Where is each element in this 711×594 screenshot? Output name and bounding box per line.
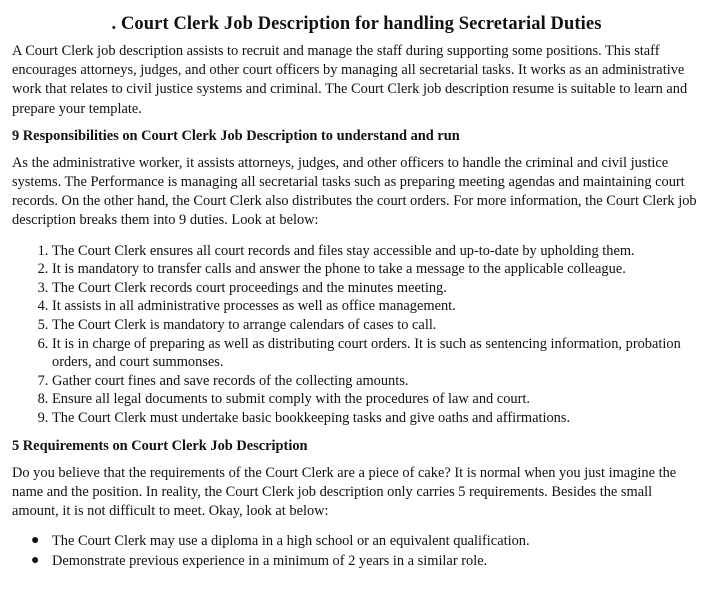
list-item: 7. Gather court fines and save records of the collecting amounts. [52,372,701,391]
list-item: 3. The Court Clerk records court proceedings and the minutes meeting. [52,279,701,298]
responsibilities-list [12,242,701,428]
list-item: 9. The Court Clerk must undertake basic bookkeeping tasks and give oaths and affirmations. [52,409,701,428]
list-item-text: The Court Clerk may use a diploma in a high school or an equivalent qualification. [52,533,530,550]
bullet-icon: ● [31,533,40,549]
responsibilities-heading: 9 Responsibilities on Court Clerk Job Description to understand and run [12,127,460,144]
list-item: 8. Ensure all legal documents to submit comply with the procedures of law and court. [52,390,701,409]
requirements-list [12,531,701,571]
list-item: 5. The Court Clerk is mandatory to arrange calendars of cases to call. [52,316,701,335]
bullet-icon: ● [31,553,40,569]
requirements-heading: 5 Requirements on Court Clerk Job Description [12,437,308,454]
list-item: 4. It assists in all administrative processes as well as office management. [52,297,701,316]
intro-paragraph: A Court Clerk job description assists to recruit and manage the staff during supporting some positions. This staff encourages attorneys, judges, and other court officers by managing all secretarial tasks. It works as an administrative work that relates to civil justice systems and criminal. The Court Clerk job description resume is suitable to learn and prepare your template. [12,43,688,117]
requirements-paragraph: Do you believe that the requirements of the Court Clerk are a piece of cake? It is normal when you just imagine the name and the position. In reality, the Court Clerk job description only carries 5 requirements. Besides the small amount, it is not difficult to meet. Okay, look at below: [12,464,677,519]
list-item [31,531,701,551]
document-title: . Court Clerk Job Description for handling Secretarial Duties [111,14,602,34]
list-item: 1. The Court Clerk ensures all court records and files stay accessible and up-to-date by upholding them. [52,242,701,261]
list-item: 6. It is in charge of preparing as well as distributing court orders. It is such as sentencing information, probation orders, and court summonses. [52,335,701,372]
list-item: 2. It is mandatory to transfer calls and answer the phone to take a message to the applicable colleague. [52,260,701,279]
list-item-text: Demonstrate previous experience in a minimum of 2 years in a similar role. [52,553,488,570]
list-item [31,551,701,571]
responsibilities-paragraph: As the administrative worker, it assists attorneys, judges, and other officers to handle the criminal and civil justice systems. The Performance is managing all secretarial tasks such as preparing meeting agendas and maintaining court records. On the other hand, the Court Clerk also distributes the court orders. For more information, the Court Clerk job description breaks them into 9 duties. Look at below: [12,154,697,229]
